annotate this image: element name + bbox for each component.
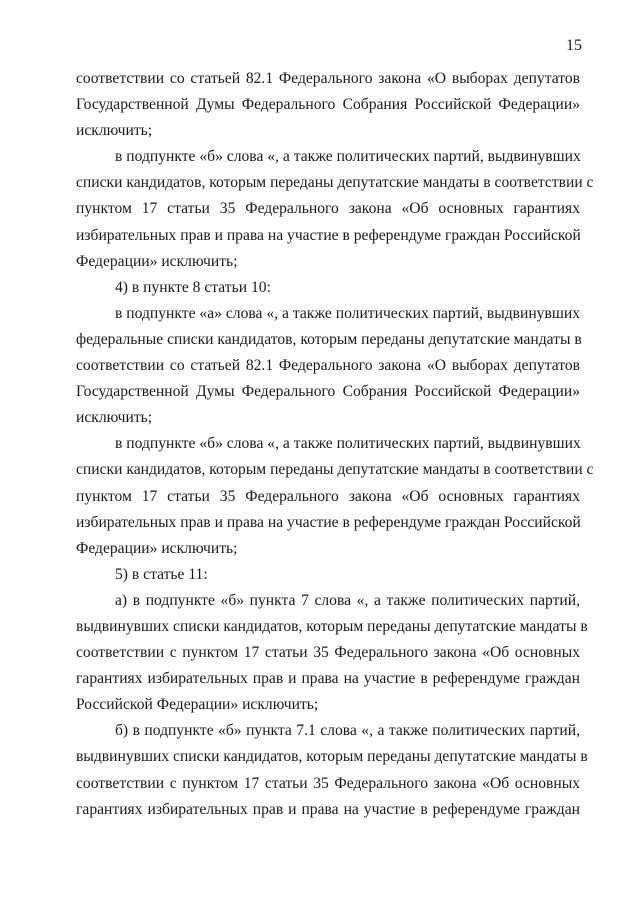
paragraph <box>76 431 594 561</box>
text-line: избирательных прав и права на участие в референдуме граждан Российской <box>76 226 581 244</box>
text-line: Федерации» исключить; <box>76 252 238 270</box>
text-line: б) в подпункте «б» пункта 7.1 слова «, а также политических партий, <box>115 722 580 740</box>
text-line: пунктом 17 статьи 35 Федерального закона «Об основных гарантиях <box>76 200 580 218</box>
text-line: списки кандидатов, которым переданы депутатские мандаты в соответствии с <box>76 461 594 479</box>
paragraph <box>76 718 588 822</box>
paragraph <box>76 66 580 144</box>
paragraph <box>76 562 580 588</box>
text-line: соответствии с пунктом 17 статьи 35 Федерального закона «Об основных <box>76 644 580 662</box>
text-line: соответствии со статьей 82.1 Федерального закона «О выборах депутатов <box>76 70 580 87</box>
text-line: избирательных прав и права на участие в референдуме граждан Российской <box>76 513 581 531</box>
text-line: Государственной Думы Федерального Собрания Российской Федерации» <box>76 96 580 114</box>
text-line: а) в подпункте «б» пункта 7 слова «, а также политических партий, <box>115 591 580 609</box>
text-line: федеральные списки кандидатов, которым переданы депутатские мандаты в <box>76 330 582 348</box>
text-line: Российской Федерации» исключить; <box>76 696 319 714</box>
paragraph <box>76 588 588 718</box>
text-line: исключить; <box>76 409 153 427</box>
text-line: выдвинувших списки кандидатов, которым переданы депутатские мандаты в <box>76 617 588 635</box>
text-line: гарантиях избирательных прав и права на участие в референдуме граждан <box>76 800 580 818</box>
text-line: 4) в пункте 8 статьи 10: <box>115 278 271 296</box>
text-line: пунктом 17 статьи 35 Федерального закона «Об основных гарантиях <box>76 487 580 505</box>
paragraph <box>76 301 580 431</box>
text-line: гарантиях избирательных прав и права на участие в референдуме граждан <box>76 670 580 688</box>
text-line: списки кандидатов, которым переданы депутатские мандаты в соответствии с <box>76 174 594 192</box>
text-line: 5) в статье 11: <box>115 565 208 583</box>
paragraph <box>76 275 580 301</box>
text-line: в подпункте «б» слова «, а также политических партий, выдвинувших <box>115 435 581 453</box>
text-line: Федерации» исключить; <box>76 539 238 557</box>
text-line: исключить; <box>76 122 153 140</box>
text-line: выдвинувших списки кандидатов, которым переданы депутатские мандаты в <box>76 748 588 766</box>
paragraph <box>76 144 594 274</box>
document-body <box>76 66 594 823</box>
text-line: в подпункте «а» слова «, а также политических партий, выдвинувших <box>115 304 580 322</box>
text-line: Государственной Думы Федерального Собрания Российской Федерации» <box>76 383 580 401</box>
text-line: в подпункте «б» слова «, а также политических партий, выдвинувших <box>115 148 581 166</box>
text-line: соответствии с пунктом 17 статьи 35 Федерального закона «Об основных <box>76 774 580 792</box>
text-line: соответствии со статьей 82.1 Федерального закона «О выборах депутатов <box>76 357 580 375</box>
page-number: 15 <box>566 37 582 54</box>
